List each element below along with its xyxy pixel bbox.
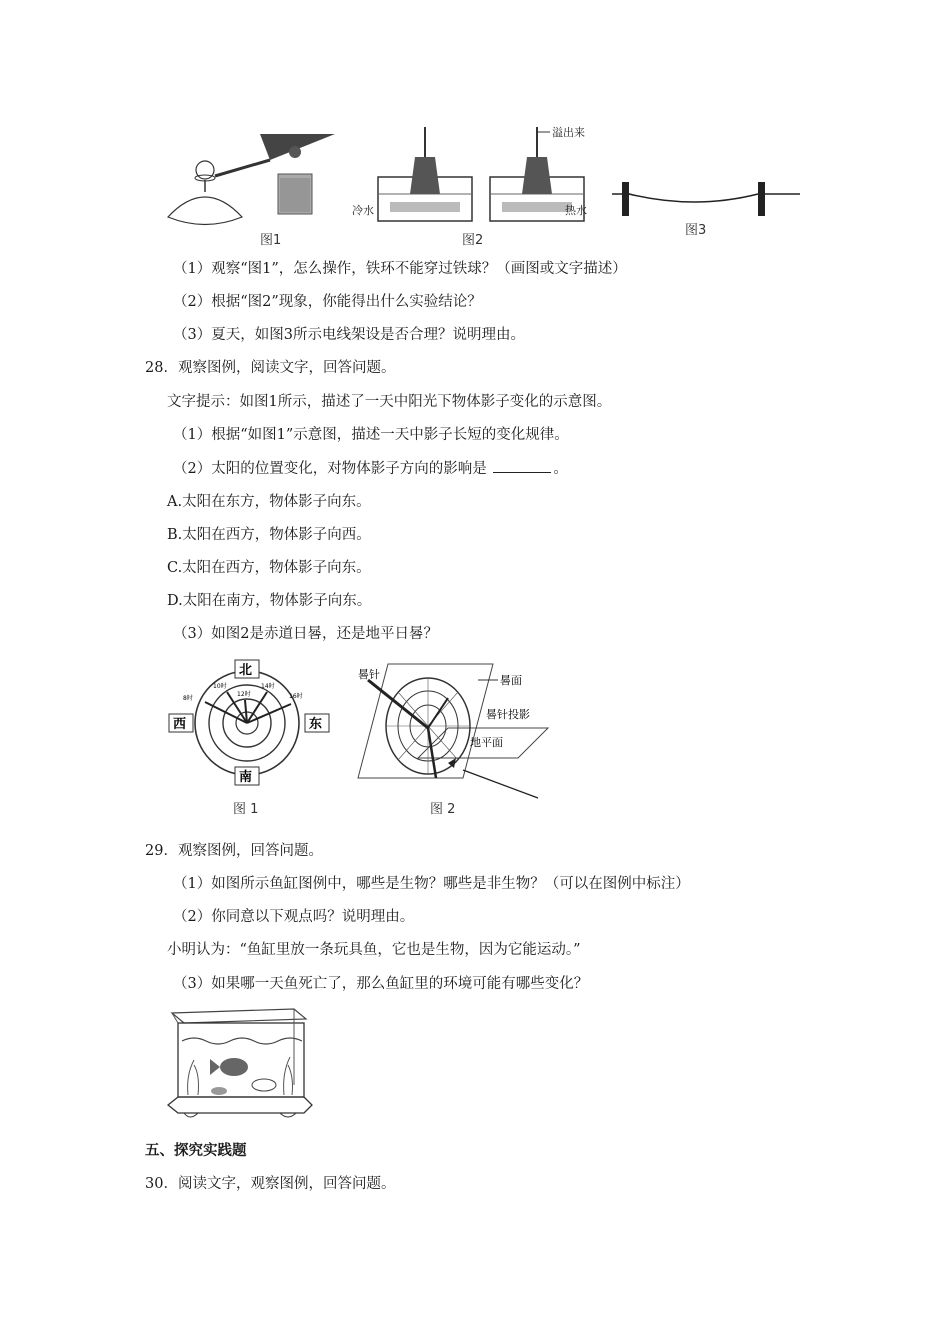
caption-q28-fig1: 图 1 (233, 802, 259, 817)
q27-sub2: （2）根据“图2”现象，你能得出什么实验结论？ (173, 294, 482, 310)
label-dial-face: 晷面 (500, 674, 522, 687)
time-16: 16时 (289, 693, 303, 700)
caption-fig3: 图3 (685, 223, 707, 238)
ring-and-ball-figure (168, 134, 335, 225)
q28-option-d: D.太阳在南方，物体影子向东。 (167, 593, 372, 609)
label-gnomon: 晷针 (358, 668, 380, 681)
label-south: 南 (239, 770, 253, 785)
q27-sub1: （1）观察“图1”，怎么操作，铁环不能穿过铁球？（画图或文字描述） (173, 261, 627, 277)
time-8: 8时 (183, 695, 193, 702)
caption-fig1: 图1 (260, 233, 282, 248)
fish-tank-figure (164, 1005, 314, 1123)
q28-sub2-suffix: 。 (553, 461, 568, 477)
flask-water-figure (352, 125, 587, 221)
q29-sub2: （2）你同意以下观点吗？说明理由。 (173, 909, 415, 925)
q29-sub3: （3）如果哪一天鱼死亡了，那么鱼缸里的环境可能有哪些变化？ (173, 976, 589, 992)
q28-title: 28．观察图例，阅读文字，回答问题。 (145, 360, 396, 376)
q29-title: 29．观察图例，回答问题。 (145, 843, 323, 859)
label-horizontal-plane: 地平面 (470, 736, 503, 749)
q27-figure-strip (160, 122, 810, 250)
answer-blank[interactable] (493, 458, 551, 473)
q28-option-c: C.太阳在西方，物体影子向东。 (167, 560, 371, 576)
label-cold-water: 冷水 (352, 204, 374, 217)
time-10: 10时 (213, 683, 227, 690)
q28-sub2-prefix: （2）太阳的位置变化，对物体影子方向的影响是 (173, 461, 487, 477)
label-overflow: 溢出来 (552, 126, 585, 139)
time-14: 14时 (261, 683, 275, 690)
section-heading: 五、探究实践题 (145, 1143, 247, 1159)
q28-sub3: （3）如图2是赤道日晷，还是地平日晷？ (173, 626, 438, 642)
q30-title: 30．阅读文字，观察图例，回答问题。 (145, 1176, 396, 1192)
time-12: 12时 (237, 691, 251, 698)
q28-option-a: A.太阳在东方，物体影子向东。 (167, 494, 371, 510)
q29-quote: 小明认为：“鱼缸里放一条玩具鱼，它也是生物，因为它能运动。” (167, 942, 581, 958)
q28-sub1: （1）根据“如图1”示意图，描述一天中影子长短的变化规律。 (173, 427, 569, 443)
label-hot-water: 热水 (565, 204, 587, 217)
q28-hint: 文字提示：如图1所示，描述了一天中阳光下物体影子变化的示意图。 (167, 394, 612, 410)
label-north: 北 (239, 663, 253, 678)
shadow-compass-figure (165, 658, 340, 823)
q28-option-b: B.太阳在西方，物体影子向西。 (167, 527, 371, 543)
q27-sub3: （3）夏天，如图3所示电线架设是否合理？说明理由。 (173, 327, 525, 343)
caption-q28-fig2: 图 2 (430, 802, 456, 817)
q28-sub2 (173, 458, 568, 479)
power-line-figure (612, 182, 800, 216)
caption-fig2: 图2 (462, 233, 484, 248)
label-gnomon-projection: 晷针投影 (486, 708, 530, 721)
label-east: 东 (309, 717, 323, 732)
sundial-figure (348, 658, 558, 823)
label-west: 西 (173, 717, 187, 732)
q29-sub1: （1）如图所示鱼缸图例中，哪些是生物？哪些是非生物？（可以在图例中标注） (173, 876, 690, 892)
